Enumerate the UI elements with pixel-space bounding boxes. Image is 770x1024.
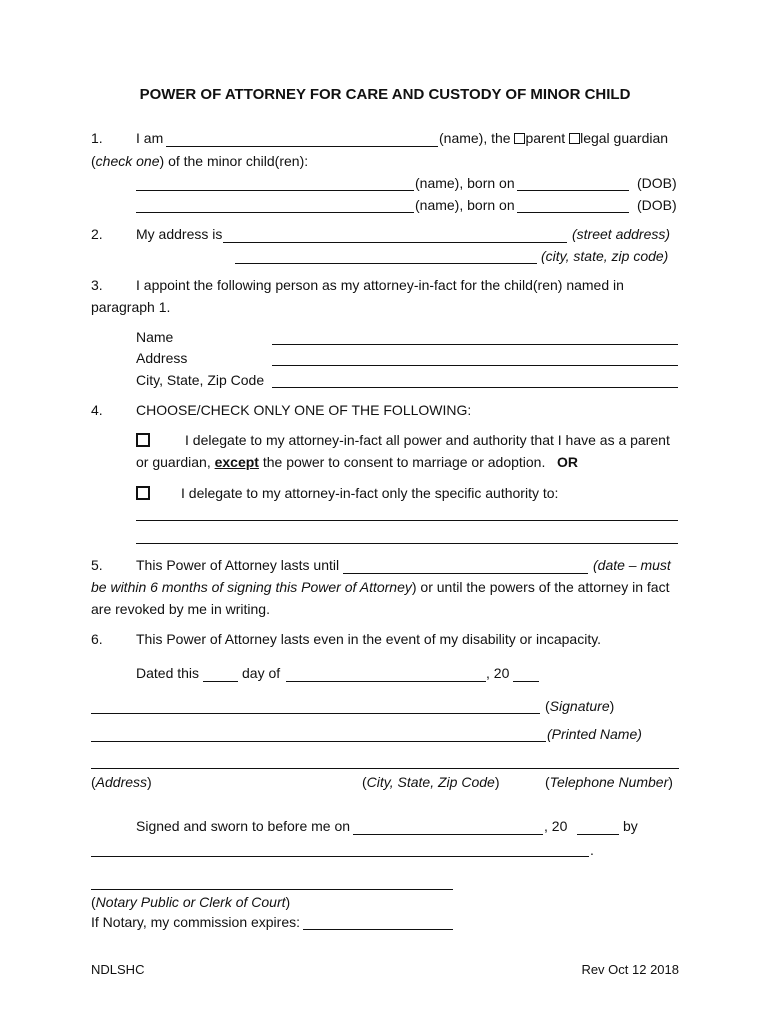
street-address-field[interactable] [223,242,567,243]
child-2-dob-field[interactable] [517,212,629,213]
dated-month-field[interactable] [286,681,486,682]
street-address-label: (street address) [572,226,671,242]
date-must-label: (date – must [593,557,671,573]
day-of-label: day of [242,665,281,681]
my-address-label: My address is [136,226,223,242]
parent-label: parent [525,130,566,146]
legal-guardian-label: legal guardian [580,130,669,146]
sworn-date-field[interactable] [353,834,543,835]
address-phone-field[interactable] [91,768,679,769]
dated-year-prefix: , 20 [486,665,510,681]
expiration-date-field[interactable] [343,573,588,574]
section-6-number: 6. [91,631,103,647]
legal-guardian-checkbox[interactable] [569,133,580,144]
child-1-dob-label: (DOB) [637,175,677,191]
signature-field[interactable] [91,713,540,714]
city-state-zip-field[interactable] [235,263,537,264]
address-label: (Address) [91,774,152,790]
sworn-by-label: by [623,818,638,834]
child-1-name-born-label: (name), born on [415,175,515,191]
footer-right: Rev Oct 12 2018 [581,962,679,977]
sworn-year-field[interactable] [577,834,619,835]
section-1-number: 1. [91,130,103,146]
signature-label: (Signature) [545,698,615,714]
section-6-text: This Power of Attorney lasts even in the event of my disability or incapacity. [136,631,602,647]
commission-expires-field[interactable] [303,929,453,930]
section-3-text: I appoint the following person as my attorney-in-fact for the child(ren) named in [136,277,624,293]
i-am-label: I am [136,130,164,146]
dated-year-field[interactable] [513,681,539,682]
notary-label: (Notary Public or Clerk of Court) [91,894,291,910]
telephone-label: (Telephone Number) [545,774,673,790]
child-1-dob-field[interactable] [517,190,629,191]
printed-name-label: (Printed Name) [547,726,642,742]
option-1-text-cont: or guardian, except the power to consent to marriage or adoption. OR [136,454,579,470]
section-3-number: 3. [91,277,103,293]
child-2-name-field[interactable] [136,212,414,213]
section-4-heading: CHOOSE/CHECK ONLY ONE OF THE FOLLOWING: [136,402,472,418]
child-1-name-field[interactable] [136,190,414,191]
name-the-label: (name), the parent legal guardian [439,130,669,146]
specific-authority-line-1[interactable] [136,520,678,521]
section-5-revoked: are revoked by me in writing. [91,601,270,617]
attorney-address-field[interactable] [272,365,678,366]
footer-left: NDLSHC [91,962,145,977]
child-2-name-born-label: (name), born on [415,197,515,213]
attorney-city-label: City, State, Zip Code [136,372,265,388]
option-2-checkbox[interactable] [136,486,150,503]
printed-name-field[interactable] [91,741,546,742]
attorney-address-label: Address [136,350,188,366]
city-state-zip-label: (city, state, zip code) [541,248,669,264]
sworn-by-name-field[interactable] [91,856,589,857]
document-title: POWER OF ATTORNEY FOR CARE AND CUSTODY OF MINOR CHILD [139,86,631,103]
dated-day-field[interactable] [203,681,238,682]
parent-name-field[interactable] [166,146,438,147]
sworn-year-prefix: , 20 [544,818,568,834]
sworn-label: Signed and sworn to before me on [136,818,351,834]
section-3-text-cont: paragraph 1. [91,299,171,315]
attorney-city-field[interactable] [272,387,678,388]
attorney-name-label: Name [136,329,174,345]
section-4-number: 4. [91,402,103,418]
section-5-text-cont: be within 6 months of signing this Power of Attorney) or until the powers of the attorney in fact [91,579,670,595]
attorney-name-field[interactable] [272,344,678,345]
section-2-number: 2. [91,226,103,242]
lasts-until-label: This Power of Attorney lasts until [136,557,340,573]
sworn-period: . [590,842,594,858]
child-2-dob-label: (DOB) [637,197,677,213]
city-zip-label: (City, State, Zip Code) [362,774,500,790]
parent-checkbox[interactable] [514,133,525,144]
notary-signature-field[interactable] [91,889,453,890]
dated-this-label: Dated this [136,665,200,681]
specific-authority-line-2[interactable] [136,543,678,544]
section-5-number: 5. [91,557,103,573]
option-2-text: I delegate to my attorney-in-fact only the specific authority to: [181,485,559,501]
commission-expires-label: If Notary, my commission expires: [91,914,301,930]
option-1-checkbox[interactable] [136,433,150,450]
option-1-text: I delegate to my attorney-in-fact all power and authority that I have as a parent [185,432,670,448]
check-one-line: (check one) of the minor child(ren): [91,153,309,169]
